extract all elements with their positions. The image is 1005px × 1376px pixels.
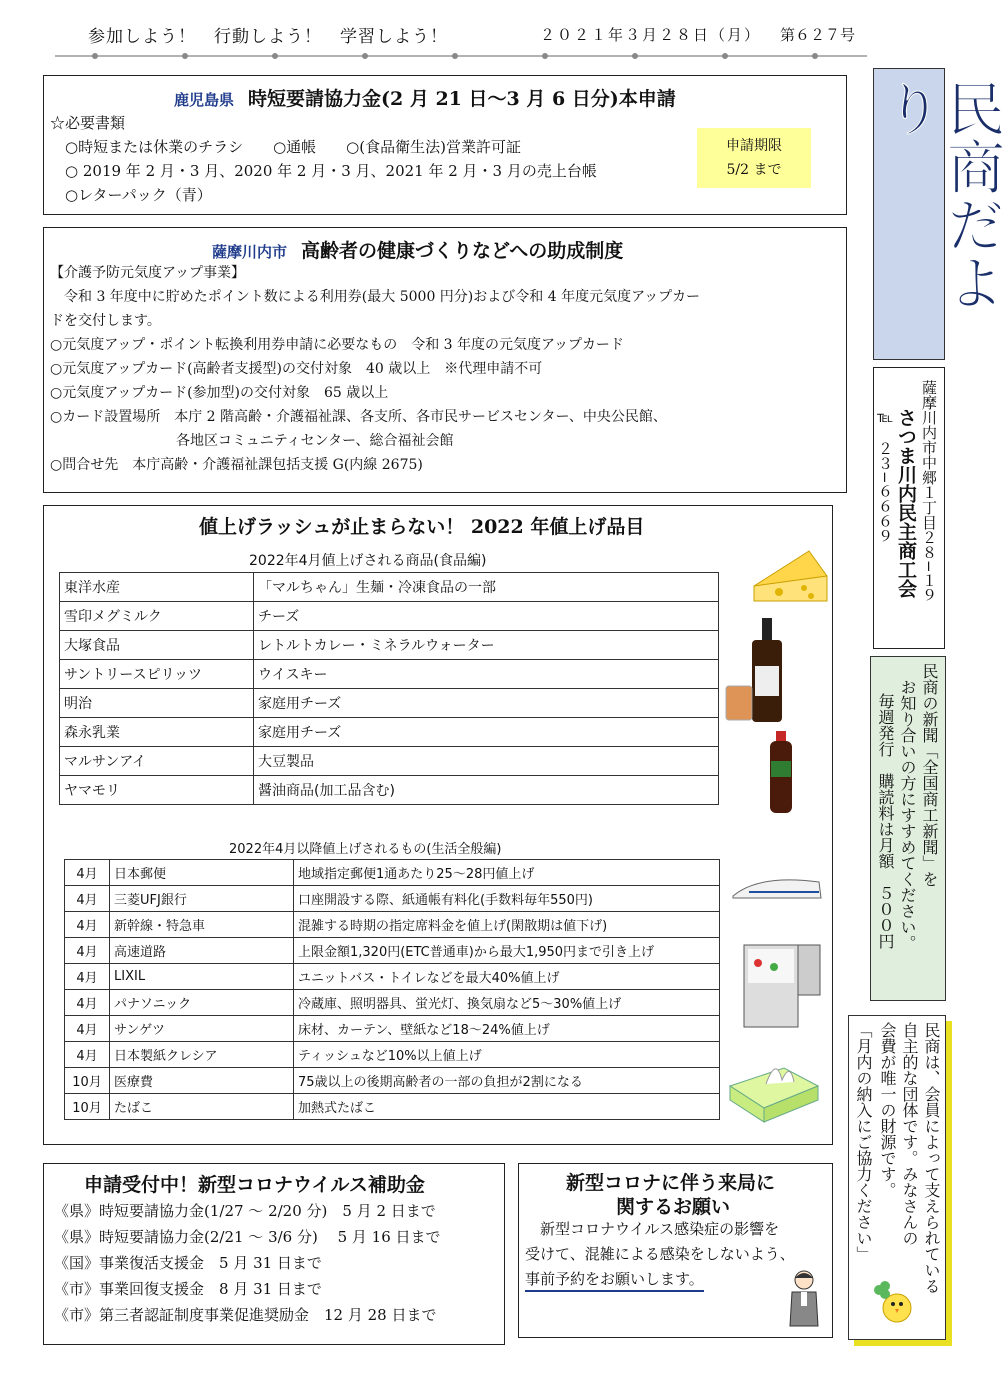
kagoshima-subsidy-box [43,75,847,215]
deadline-badge [697,128,811,188]
issue-number: 第６２７号 [780,26,856,44]
table-row [65,1094,720,1120]
cheese-icon [749,546,831,606]
company-cell: 高速道路 [110,938,294,964]
company-cell: 日本郵便 [110,860,294,886]
company-cell: 大塚食品 [60,631,254,660]
text-line: ○レターパック（青） [50,186,212,204]
company-cell: たばこ [110,1094,294,1120]
company-cell: マルサンアイ [60,747,254,776]
text-line: 事前予約をお願いします。 [525,1268,704,1292]
company-cell: 森永乳業 [60,718,254,747]
table-row [65,1068,720,1094]
month-cell: 4月 [65,912,110,938]
support-title-row [212,236,623,263]
detail-cell: 床材、カーテン、壁紙など18～24%値上げ [294,1016,720,1042]
text-line: ○時短または休業のチラシ ○通帳 ○(食品衛生法)営業許可証 [50,138,521,156]
company-cell: 日本製紙クレシア [110,1042,294,1068]
text-line: ○ 2019 年 2 月・3 月、2020 年 2 月・3 月、2021 年 2 月・3 月の売上台帳 [50,162,597,180]
org-address: 薩摩川内市中郷１丁目２８−１９ [920,380,938,603]
city-label: 鹿児島県 [174,91,235,109]
publication-date: ２０２１年３月２８日（月） [540,26,762,44]
text-line: 令和 3 年度中に貯めたポイント数による利用券(最大 5000 円分)および令和 4 年度元気度アップカー [50,289,700,305]
detail-cell: 口座開設する際、紙通帳有料化(手数料毎年550円) [294,886,720,912]
table-row [60,602,719,631]
company-cell: 新幹線・特急車 [110,912,294,938]
detail-cell: ティッシュなど10%以上値上げ [294,1042,720,1068]
text-line: 新型コロナウイルス感染症の影響を [525,1220,780,1238]
month-cell: 4月 [65,1042,110,1068]
detail-cell: 地域指定郵便1通あたり25～28円値上げ [294,860,720,886]
subsidy-item: 《市》第三者認証制度事業促進奨励金 12 月 28 日まで [54,1306,437,1324]
month-cell: 4月 [65,886,110,912]
visit-request-box [518,1163,833,1338]
product-cell: チーズ [254,602,719,631]
promo-line: 毎週発行 購読料は月額 ５００円 [876,693,895,949]
text-line: 各地区コミュニティセンター、総合福祉会館 [50,433,454,449]
company-cell: 明治 [60,689,254,718]
slogan: 参加しよう！ 行動しよう！ 学習しよう！ [88,27,448,47]
detail-cell: 上限金額1,320円(ETC普通車)から最大1,950円まで引き上げ [294,938,720,964]
table-row [65,912,720,938]
org-name: さつま川内民主商工会 [895,408,917,598]
table-row [65,990,720,1016]
month-cell: 10月 [65,1068,110,1094]
text-line: ドを交付します。 [50,313,161,329]
dues-line: 会費が唯一の財源です。 [878,1022,897,1198]
table-row [65,964,720,990]
box-title: 高齢者の健康づくりなどへの助成制度 [301,240,624,262]
company-cell: 雪印メグミルク [60,602,254,631]
company-cell: LIXIL [110,964,294,990]
detail-cell: 75歳以上の後期高齢者の一部の負担が2割になる [294,1068,720,1094]
refrigerator-icon [734,941,824,1031]
bullet-train-icon [729,868,825,908]
product-cell: 大豆製品 [254,747,719,776]
tissue-box-icon [724,1046,824,1126]
decorative-vine [55,50,867,62]
text-line: ○カード設置場所 本庁 2 階高齢・介護福祉課、各支所、各市民サービスセンター、中央公民館、 [50,409,667,425]
whisky-bottle-icon [724,616,804,726]
table-row [65,938,720,964]
product-cell: 「マルちゃん」生麺・冷凍食品の一部 [254,573,719,602]
detail-cell: 加熱式たばこ [294,1094,720,1120]
detail-cell: ユニットバス・トイレなどを最大40%値上げ [294,964,720,990]
table-row [65,1042,720,1068]
request-title-2: 関するお願い [616,1196,731,1218]
subsidy-item: 《市》事業回復支援金 8 月 31 日まで [54,1280,322,1298]
covid-subsidy-box [43,1163,505,1345]
deadline-label: 申請期限 [726,138,782,154]
product-cell: ウイスキー [254,660,719,689]
text-line: 【介護予防元気度アップ事業】 [50,265,246,281]
table-row [60,689,719,718]
dues-line: 自主的な団体です。みなさんの [900,1022,919,1246]
company-cell: サンゲツ [110,1016,294,1042]
request-title-1: 新型コロナに伴う来局に [566,1172,776,1194]
food-table-caption: 2022年4月値上げされる商品(食品編) [249,553,487,569]
month-cell: 4月 [65,1016,110,1042]
product-cell: 家庭用チーズ [254,718,719,747]
text-line: ☆必要書類 [50,114,126,132]
subsidy-item: 《県》時短要請協力金(1/27 ～ 2/20 分) 5 月 2 日まで [54,1202,436,1220]
company-cell: 東洋水産 [60,573,254,602]
table-row [65,860,720,886]
company-cell: 三菱UFJ銀行 [110,886,294,912]
satsumasendai-support-box [43,227,847,493]
month-cell: 4月 [65,860,110,886]
table-row [60,776,719,805]
table-row [60,631,719,660]
table-row [65,886,720,912]
promo-line: 民商の新聞「全国商工新聞」を [920,663,939,887]
subsidy-item: 《県》時短要請協力金(2/21 ～ 3/6 分) 5 月 16 日まで [54,1228,441,1246]
membership-dues-notice [848,1015,946,1340]
text-line: ○元気度アップ・ポイント転換利用券申請に必要なもの 令和 3 年度の元気度アップカード [50,337,624,353]
box-title: 時短要請協力金(2 月 21 日～3 月 6 日分)本申請 [248,88,676,110]
soy-sauce-bottle-icon [766,731,796,815]
newsletter-logo [873,68,1005,360]
logo-text: 民商だより [875,79,1005,311]
chick-mascot-icon [869,1278,913,1328]
table-row [60,718,719,747]
product-cell: レトルトカレー・ミネラルウォーター [254,631,719,660]
life-table-caption: 2022年4月以降値上げされるもの(生活全般編) [229,842,502,857]
product-cell: 家庭用チーズ [254,689,719,718]
covid-subsidy-title: 申請受付中！新型コロナウイルス補助金 [84,1174,425,1196]
month-cell: 4月 [65,990,110,1016]
text-line: ○元気度アップカード(高齢者支援型)の交付対象 40 歳以上 ※代理申請不可 [50,361,543,377]
table-row [65,1016,720,1042]
life-price-table [64,859,720,1120]
organization-info [873,367,945,649]
text-line: ○元気度アップカード(参加型)の交付対象 65 歳以上 [50,385,389,401]
table-row [60,747,719,776]
org-tel: ℡ ２３−６６６９ [876,408,894,544]
text-line: ○問合せ先 本庁高齢・介護福祉課包括支援 G(内線 2675) [50,457,423,473]
price-increase-box [43,505,833,1145]
company-cell: ヤマモリ [60,776,254,805]
detail-cell: 冷蔵庫、照明器具、蛍光灯、換気扇など5～30%値上げ [294,990,720,1016]
text-line: 受けて、混雑による感染をしないよう、 [525,1245,795,1263]
dues-line: 「月内の納入にご協力ください」 [854,1022,873,1262]
city-label: 薩摩川内市 [212,243,288,261]
kagoshima-title-row [174,84,676,111]
company-cell: パナソニック [110,990,294,1016]
dues-line: 民商は、会員によって支えられている [922,1022,941,1294]
company-cell: サントリースピリッツ [60,660,254,689]
deadline-date: 5/2 まで [726,162,782,178]
food-price-table [59,572,719,805]
newspaper-promo [870,656,946,1001]
month-cell: 10月 [65,1094,110,1120]
office-worker-icon [784,1268,824,1330]
detail-cell: 混雑する時期の指定席料金を値上げ(閑散期は値下げ) [294,912,720,938]
subsidy-item: 《国》事業復活支援金 5 月 31 日まで [54,1254,322,1272]
month-cell: 4月 [65,938,110,964]
table-row [60,573,719,602]
table-row [60,660,719,689]
promo-line: お知り合いの方にすすめてください。 [898,679,917,951]
price-increase-title: 値上げラッシュが止まらない！ 2022 年値上げ品目 [199,516,645,538]
month-cell: 4月 [65,964,110,990]
product-cell: 醤油商品(加工品含む) [254,776,719,805]
company-cell: 医療費 [110,1068,294,1094]
